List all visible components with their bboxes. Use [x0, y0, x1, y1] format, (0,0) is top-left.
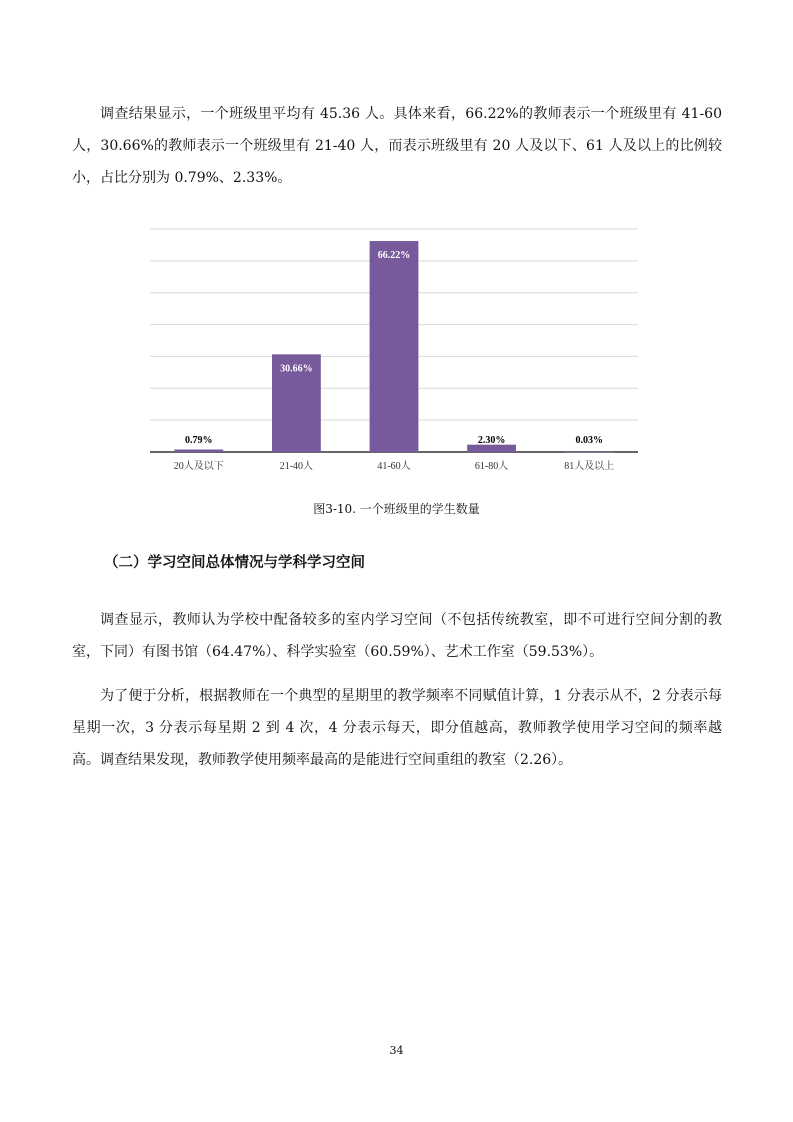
x-tick-label: 20人及以下	[173, 461, 224, 472]
bar-chart-class-size	[150, 226, 640, 486]
section-heading: （二）学习空间总体情况与学科学习空间	[104, 555, 365, 571]
x-tick-label: 41-60人	[377, 461, 411, 472]
x-tick-label: 81人及以上	[564, 461, 615, 472]
paragraph-frequency: 为了便于分析，根据教师在一个典型的星期里的教学频率不同赋值计算，1 分表示从不，2 分表示每星期一次，3 分表示每星期 2 到 4 次，4 分表示每天，即分值越高，教师教学使用学习空间的频率越高。调查结果发现，教师教学使用频率最高的是能进行空间重组的教室（2.26）。	[72, 688, 722, 768]
figure-caption: 图3-10. 一个班级里的学生数量	[313, 502, 480, 516]
paragraph-learning-spaces: 调查显示，教师认为学校中配备较多的室内学习空间（不包括传统教室，即不可进行空间分割的教室，下同）有图书馆（64.47%）、科学实验室（60.59%）、艺术工作室（59.53%）。	[72, 612, 722, 660]
data-label: 30.66%	[280, 363, 313, 375]
bar	[565, 452, 614, 453]
data-label: 0.79%	[185, 435, 213, 446]
data-label: 2.30%	[477, 435, 506, 446]
data-label: 0.03%	[575, 435, 603, 446]
bar	[174, 449, 223, 452]
data-label: 66.22%	[377, 250, 411, 262]
page-number: 34	[389, 1044, 404, 1057]
bar	[370, 241, 419, 452]
paragraph-class-size: 调查结果显示，一个班级里平均有 45.36 人。具体来看，66.22%的教师表示一个班级里有 41-60 人，30.66%的教师表示一个班级里有 21-40 人，而表示班级里有 20 人及以下、61 人及以上的比例较小，占比分别为 0.79%、2.33%。	[72, 106, 722, 186]
x-tick-label: 21-40人	[279, 461, 314, 472]
x-tick-label: 61-80人	[474, 461, 509, 472]
